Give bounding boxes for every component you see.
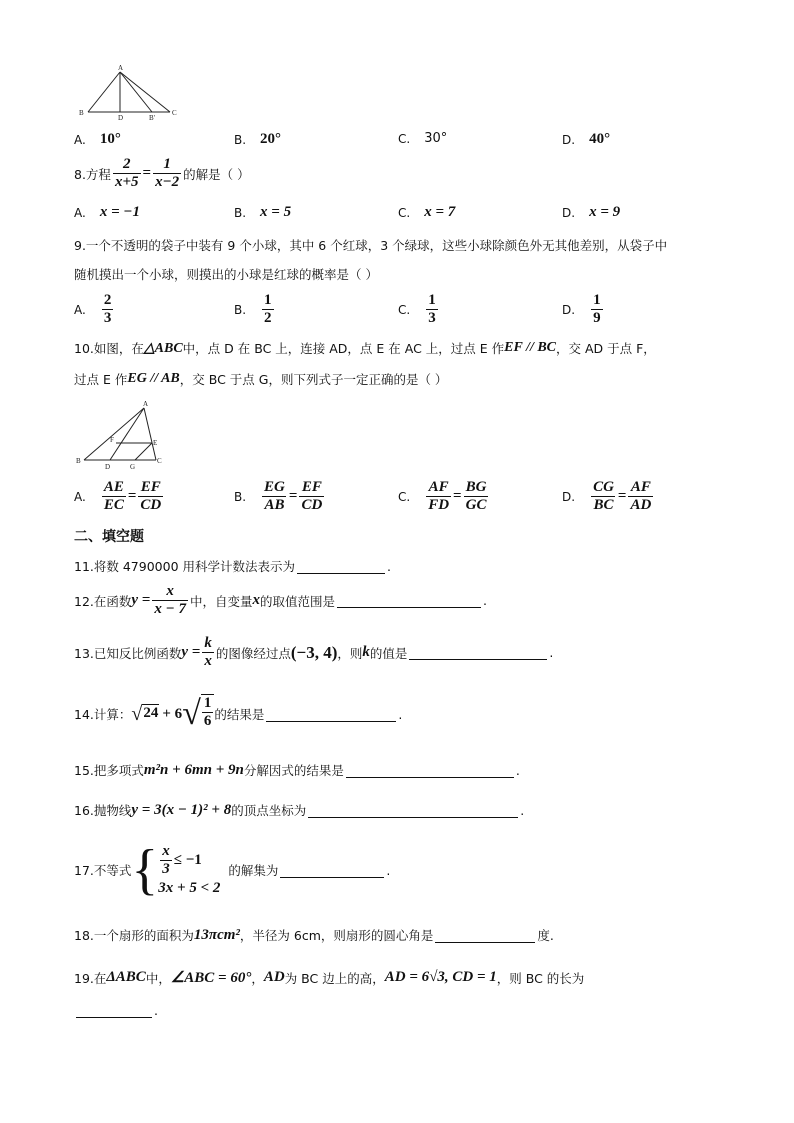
frac-den: 3 xyxy=(428,310,436,326)
option-fraction xyxy=(591,292,603,327)
q8-option-d[interactable] xyxy=(562,204,620,221)
text: 11.将数 4790000 用科学计数法表示为 xyxy=(74,559,295,574)
q16-question xyxy=(74,801,524,819)
triangle-abc: △ABC xyxy=(143,340,183,356)
option-label: D. xyxy=(562,205,576,220)
frac-num: AF xyxy=(630,479,651,495)
option-fraction-right xyxy=(464,479,489,514)
option-value: x = 7 xyxy=(424,204,456,220)
q19-question xyxy=(74,968,584,987)
q9-option-c[interactable] xyxy=(398,292,440,327)
option-fraction-right xyxy=(138,479,163,514)
text: . xyxy=(520,802,525,818)
area-value: 13πcm² xyxy=(193,926,240,943)
option-value: 10° xyxy=(99,131,121,147)
option-fraction xyxy=(102,292,114,327)
frac-num: 2 xyxy=(122,156,131,172)
q7-option-b[interactable] xyxy=(234,131,281,148)
text: 为 BC 边上的高， xyxy=(284,970,385,986)
q8-option-c[interactable] xyxy=(398,204,455,221)
q10-option-c[interactable]: C. $\frac{AF}{FD}$ = $\frac{BG}{GC}$ xyxy=(398,479,487,513)
option-fraction-left xyxy=(591,479,616,514)
frac-den: x xyxy=(204,653,212,669)
option-label: C. xyxy=(398,131,411,146)
math: k xyxy=(362,644,370,660)
frac-den: CD xyxy=(301,497,323,513)
parabola-equation: y = 3(x − 1)² + 8 xyxy=(131,801,232,818)
q8-lhs-fraction xyxy=(113,156,141,191)
q10-line2 xyxy=(74,370,447,388)
q12-question xyxy=(74,583,487,618)
q8-option-a[interactable] xyxy=(74,204,140,221)
text: ，交 AD 于点 F， xyxy=(556,341,656,356)
option-label: D. xyxy=(562,302,576,317)
sqrt-fraction: √ $\frac{1}{6}$ xyxy=(182,694,214,734)
option-value: x = 9 xyxy=(589,204,621,220)
fig-label-g: G xyxy=(130,463,136,471)
option-value: 40° xyxy=(589,131,611,147)
text: . xyxy=(398,706,403,722)
answer-blank[interactable] xyxy=(337,593,481,608)
equals-sign: = xyxy=(142,165,152,181)
q10-option-b[interactable]: B. $\frac{EG}{AB}$ = $\frac{EF}{CD}$ xyxy=(234,479,323,513)
q9-line2: 随机摸出一个小球，则摸出的小球是红球的概率是（ ） xyxy=(74,267,378,282)
option-label: C. xyxy=(398,205,411,220)
fig-label-d: D xyxy=(105,463,111,471)
q8-option-b[interactable] xyxy=(234,204,291,221)
frac-num: 2 xyxy=(103,292,112,308)
math: AD = 6√3, CD = 1 xyxy=(384,969,497,985)
sqrt-24: √ 24 xyxy=(131,703,159,725)
option-fraction-left xyxy=(262,479,287,514)
math: ΔABC xyxy=(106,969,146,985)
fig-label-c: C xyxy=(172,109,177,117)
option-label: D. xyxy=(562,489,576,504)
fig-label-a: A xyxy=(143,400,149,408)
q14-question xyxy=(74,694,402,734)
answer-blank[interactable] xyxy=(297,559,385,574)
text: 18.一个扇形的面积为 xyxy=(74,928,194,943)
q15-question xyxy=(74,761,520,779)
option-value: x = −1 xyxy=(99,204,140,220)
radicand: 24 xyxy=(142,704,159,724)
math: x xyxy=(252,592,260,608)
frac-num: 1 xyxy=(428,292,436,308)
q9-line1: 9.一个不透明的袋子中装有 9 个小球，其中 6 个红球，3 个绿球，这些小球除颜色外无其他差别，从袋子中 xyxy=(74,238,668,253)
frac-num: 1 xyxy=(203,695,212,711)
frac-den: 6 xyxy=(203,713,212,729)
q9-option-d[interactable] xyxy=(562,292,605,327)
fig-label-bp: B' xyxy=(149,114,155,122)
option-label: C. xyxy=(398,489,411,504)
q10-option-a[interactable]: A. $\frac{AE}{EC}$ = $\frac{EF}{CD}$ xyxy=(74,479,162,513)
text: ，则 xyxy=(337,645,363,661)
frac-den: FD xyxy=(428,497,450,513)
frac-num: 1 xyxy=(593,292,601,308)
q9-option-b[interactable] xyxy=(234,292,276,327)
math: ≤ −1 xyxy=(173,852,202,868)
text: ， xyxy=(251,970,264,986)
text: 的结果是 xyxy=(214,707,265,722)
frac-num: x xyxy=(162,843,170,859)
text: 10.如图，在 xyxy=(74,341,144,356)
option-label: B. xyxy=(234,489,247,504)
frac-den: 2 xyxy=(264,310,272,326)
math: y = xyxy=(181,644,201,660)
text: 17.不等式 xyxy=(74,863,132,878)
section-heading: 二、填空题 xyxy=(74,529,144,545)
q7-option-a[interactable] xyxy=(74,131,121,148)
text: 的图像经过点 xyxy=(215,645,291,661)
text: 13.已知反比例函数 xyxy=(74,645,182,661)
option-label: C. xyxy=(398,302,411,317)
text: . xyxy=(387,558,391,574)
answer-blank[interactable] xyxy=(308,803,518,818)
math: y = xyxy=(131,592,151,608)
text: ，半径为 6cm，则扇形的圆心角是 xyxy=(239,928,434,943)
option-value: x = 5 xyxy=(260,204,292,220)
frac-num: x xyxy=(166,583,174,599)
frac-den: 3 xyxy=(162,861,170,877)
text: 15.把多项式 xyxy=(74,763,144,778)
q8-prefix: 8.方程 xyxy=(74,166,111,182)
math: 3x + 5 < 2 xyxy=(158,880,221,896)
frac-den: AB xyxy=(264,497,285,513)
option-value: 30° xyxy=(424,131,448,146)
text: . xyxy=(154,1003,158,1018)
frac-den: AD xyxy=(630,497,652,513)
q13-fraction xyxy=(202,635,214,670)
text: 分解因式的结果是 xyxy=(243,763,344,778)
frac-num: AE xyxy=(103,479,124,495)
math: ∠ABC = 60° xyxy=(170,970,252,986)
q10-option-d[interactable]: D. $\frac{CG}{BC}$ = $\frac{AF}{AD}$ xyxy=(562,479,652,513)
q8-question xyxy=(74,156,250,191)
option-label: A. xyxy=(74,489,86,504)
answer-blank[interactable] xyxy=(280,863,384,878)
option-label: D. xyxy=(562,132,576,147)
q7-option-c[interactable] xyxy=(398,131,447,146)
fig-label-b: B xyxy=(79,109,84,117)
frac-num: k xyxy=(204,635,212,651)
q8-rhs-fraction xyxy=(153,156,181,191)
text: ，则 BC 的长为 xyxy=(496,970,585,986)
q17-fraction xyxy=(160,843,172,878)
text: . xyxy=(482,593,487,608)
text: . xyxy=(549,645,554,660)
frac-num: 1 xyxy=(163,156,171,172)
frac-num: 1 xyxy=(264,292,272,308)
q12-fraction xyxy=(152,583,188,618)
brace: { xyxy=(131,839,159,901)
option-label: B. xyxy=(234,302,247,317)
q13-question xyxy=(74,635,553,670)
inequality-system xyxy=(158,843,220,897)
q17-question xyxy=(74,839,391,901)
text: 过点 E 作 xyxy=(74,372,128,387)
option-fraction-left xyxy=(426,479,451,514)
q10-line1 xyxy=(74,339,656,357)
frac-num: EG xyxy=(264,479,285,495)
fig-label-e: E xyxy=(153,439,158,447)
fig-label-c: C xyxy=(157,457,162,465)
frac-num: AF xyxy=(428,479,449,495)
answer-blank[interactable] xyxy=(435,928,535,943)
text: 12.在函数 xyxy=(74,593,132,609)
polynomial: m²n + 6mn + 9n xyxy=(143,761,244,778)
frac-den: x−2 xyxy=(155,174,180,190)
fig-label-f: F xyxy=(110,436,114,444)
q19-answer-line xyxy=(74,1003,158,1018)
text: 的解集为 xyxy=(228,863,279,878)
option-label: B. xyxy=(234,205,247,220)
frac-num: EF xyxy=(301,479,322,495)
q18-question xyxy=(74,926,554,944)
eg-parallel-ab: EG // AB xyxy=(127,371,180,386)
text: 的取值范围是 xyxy=(259,593,335,609)
text: 中，点 D 在 BC 上，连接 AD，点 E 在 AC 上，过点 E 作 xyxy=(182,341,505,356)
fig-label-d: D xyxy=(118,114,124,122)
frac-num: EF xyxy=(140,479,161,495)
q11-question xyxy=(74,557,391,575)
answer-blank[interactable] xyxy=(346,763,514,778)
text: . xyxy=(386,862,391,878)
option-fraction xyxy=(262,292,274,327)
q9-option-a[interactable] xyxy=(74,292,115,327)
math: AD xyxy=(263,969,285,985)
fig-label-a: A xyxy=(118,64,124,72)
q8-suffix: 的解是（ ） xyxy=(183,166,250,182)
text: ，交 BC 于点 G，则下列式子一定正确的是（ ） xyxy=(179,372,448,387)
answer-blank[interactable] xyxy=(409,645,547,660)
q7-option-d[interactable] xyxy=(562,131,610,148)
option-fraction-right xyxy=(299,479,324,514)
text: 19.在 xyxy=(74,970,107,986)
text: . xyxy=(515,762,520,778)
frac-den: 3 xyxy=(103,310,112,326)
option-value: 20° xyxy=(260,131,282,147)
frac-den: x − 7 xyxy=(154,601,186,617)
point-coordinates: (−3, 4) xyxy=(290,642,338,662)
q7-triangle-figure xyxy=(76,64,180,122)
text: 的顶点坐标为 xyxy=(231,803,307,818)
option-label: B. xyxy=(234,132,247,147)
text: 14.计算： xyxy=(74,707,132,722)
frac-num: CG xyxy=(593,479,614,495)
frac-den: 9 xyxy=(593,310,601,326)
answer-blank[interactable] xyxy=(266,707,396,722)
frac-num: BG xyxy=(465,479,487,495)
text: 16.抛物线 xyxy=(74,803,132,818)
text: 中，自变量 xyxy=(189,593,253,609)
frac-den: BC xyxy=(593,497,614,513)
option-fraction-left xyxy=(102,479,126,514)
option-fraction-right xyxy=(628,479,653,514)
math: + 6 xyxy=(162,705,183,722)
frac-den: GC xyxy=(465,497,487,513)
frac-den: EC xyxy=(103,497,124,513)
frac-den: x+5 xyxy=(114,174,139,190)
option-label: A. xyxy=(74,205,86,220)
option-fraction xyxy=(426,292,438,327)
frac-den: CD xyxy=(140,497,162,513)
fig-label-b: B xyxy=(76,457,81,465)
text: 的值是 xyxy=(369,645,408,661)
option-label: A. xyxy=(74,132,86,147)
option-label: A. xyxy=(74,302,86,317)
text: 度. xyxy=(537,928,554,943)
text: 中， xyxy=(145,970,171,986)
ef-parallel-bc: EF // BC xyxy=(504,340,557,355)
answer-blank[interactable] xyxy=(76,1003,152,1018)
q10-triangle-figure xyxy=(74,400,168,472)
